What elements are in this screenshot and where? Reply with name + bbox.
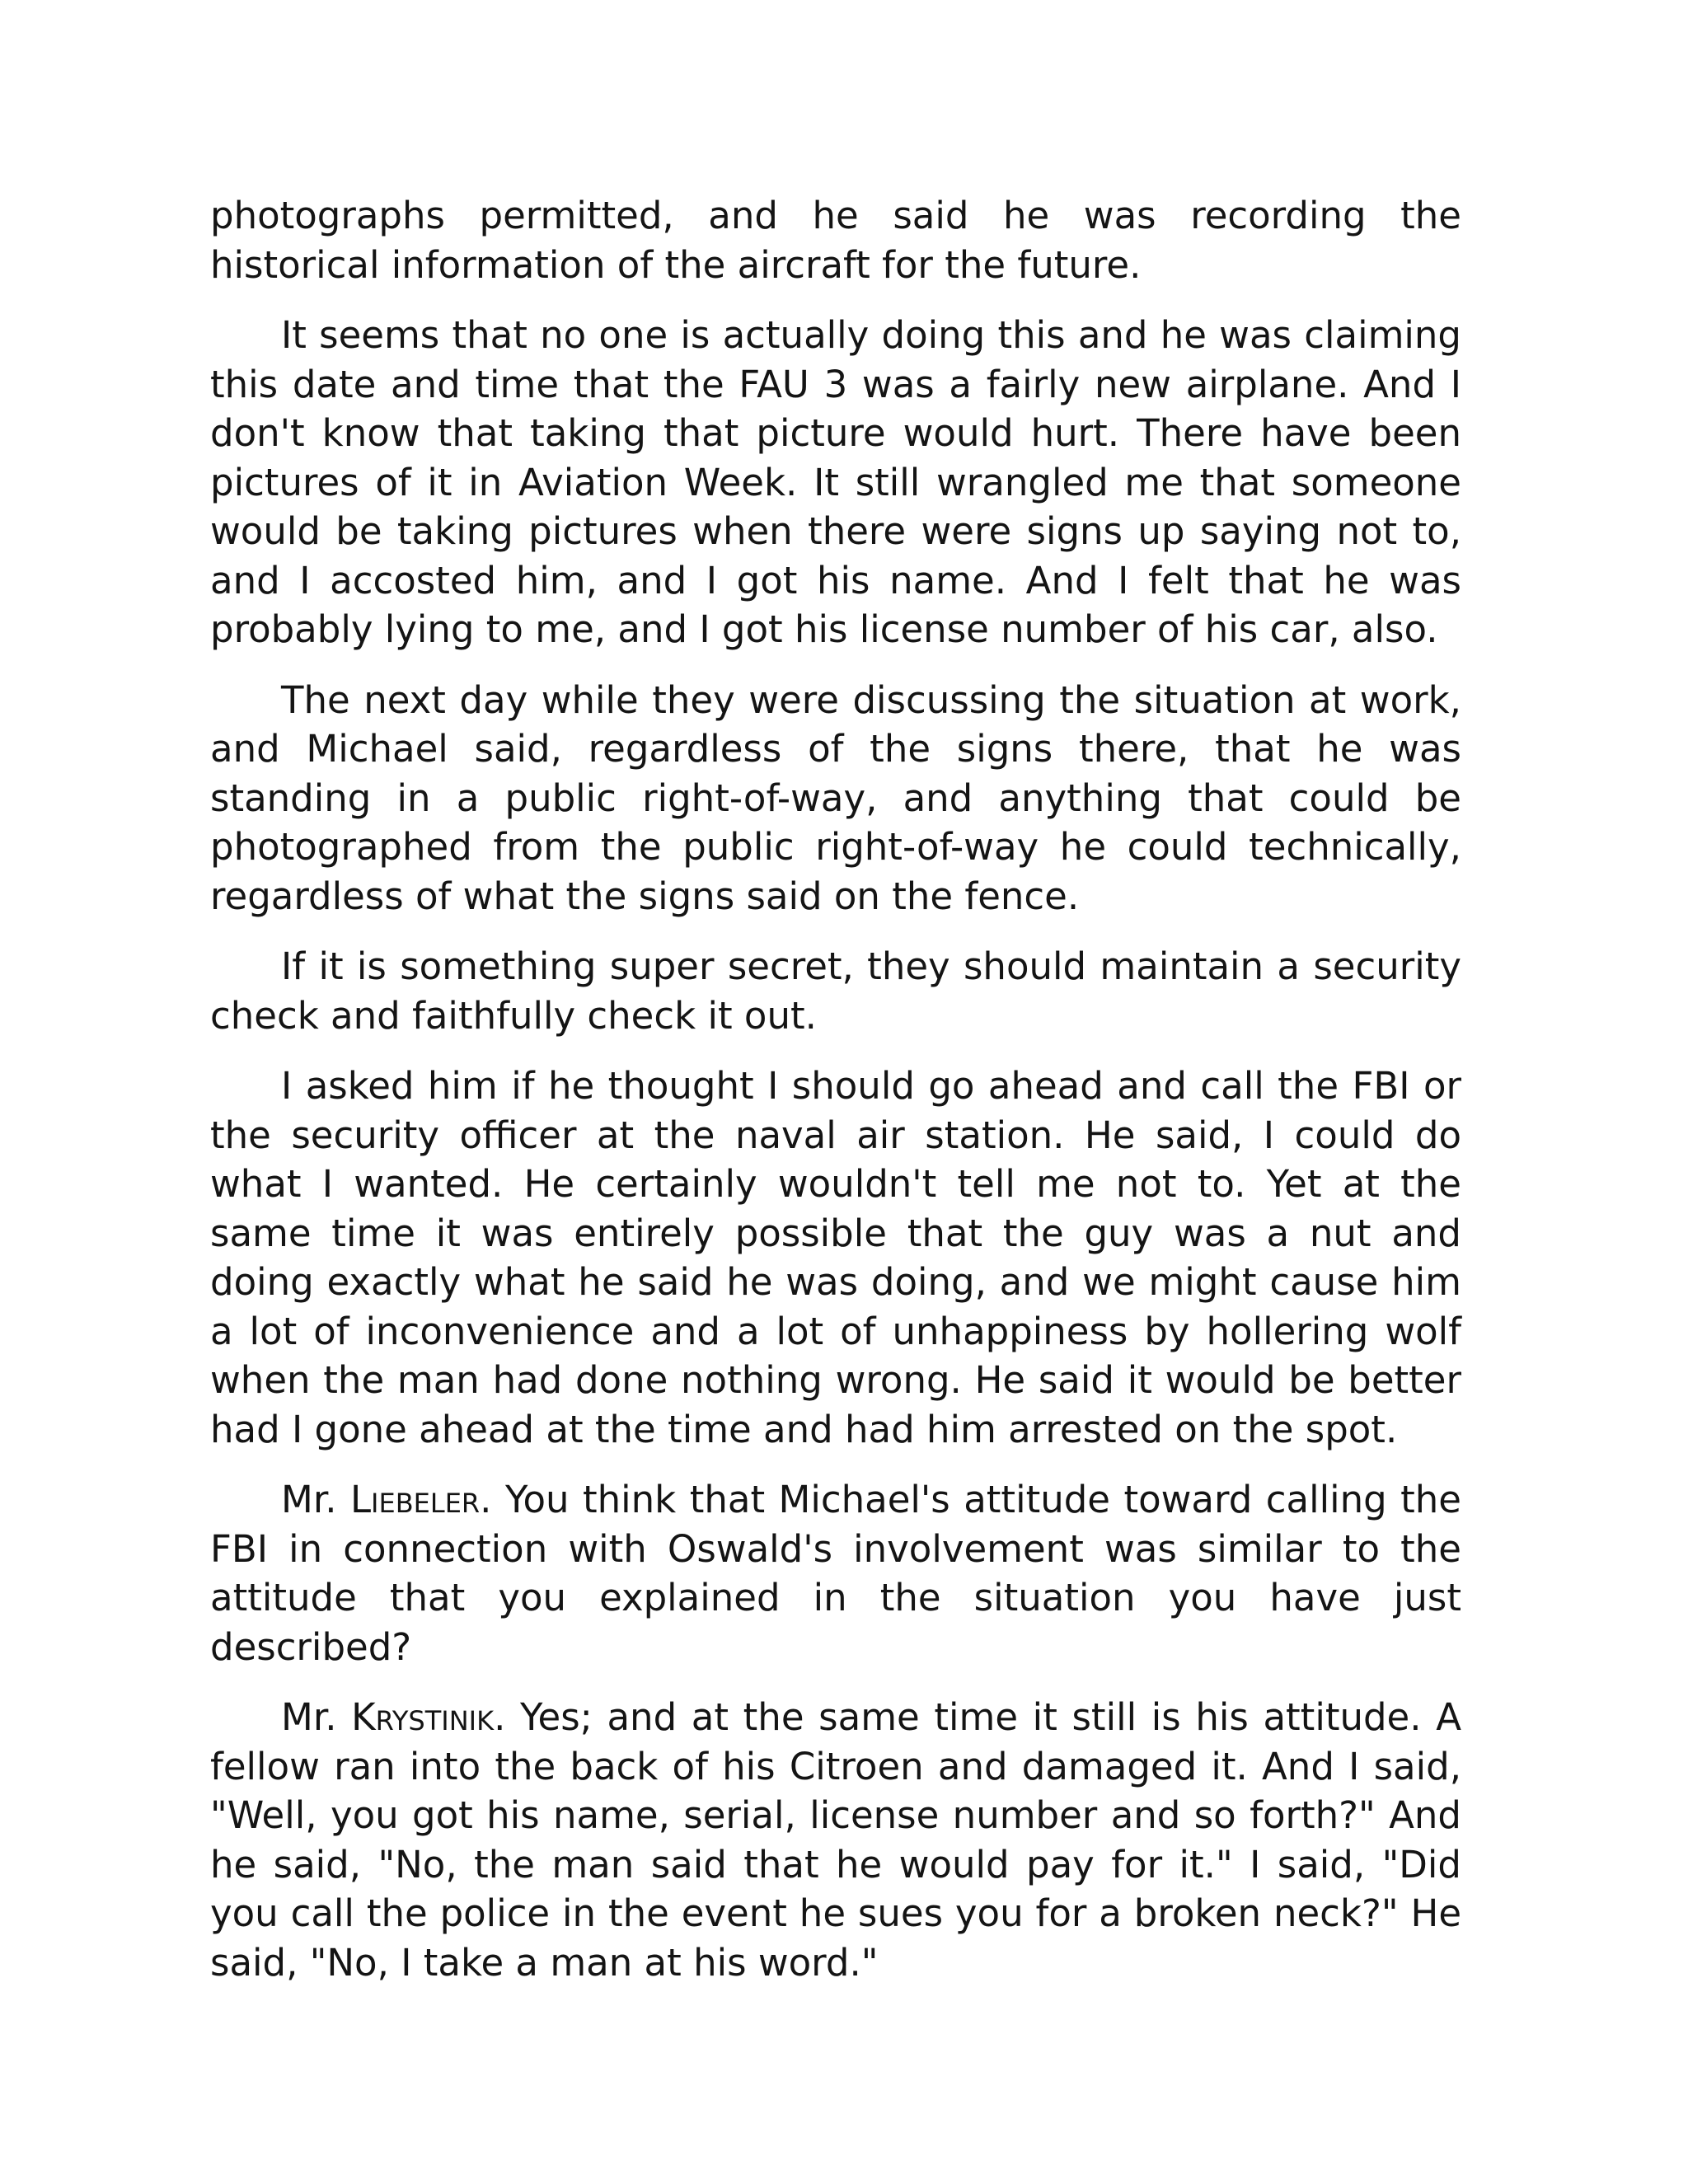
testimony-exchange bbox=[210, 1475, 1461, 1671]
speaker-prefix: Mr. bbox=[281, 1695, 352, 1739]
paragraph: If it is something super secret, they should maintain a security check and faithfully check it out. bbox=[210, 944, 1461, 1038]
paragraph: I asked him if he thought I should go ahead and call the FBI or the security officer at the naval air station. He said, I could do what I wanted. He certainly wouldn't tell me not to. Yet at the same time it was entirely possible that the guy was a nut and doing exactly what he said he was doing, and we might cause him a lot of inconvenience and a lot of unhappiness by hollering wolf when the man had done nothing wrong. He said it would be better had I gone ahead at the time and had him arrested on the spot. bbox=[210, 1064, 1461, 1451]
speaker-name: Liebeler bbox=[349, 1478, 481, 1521]
speaker-name: Krystinik bbox=[351, 1695, 495, 1739]
speaker-prefix: Mr. bbox=[281, 1478, 350, 1521]
testimony-text: . Yes; and at the same time it still is his attitude. A fellow ran into the back of his Citroen and damaged it. And I said, "Well, you got his name, serial, license number and so forth?" And he said, "No, the man said that he would pay for it." I said, "Did you call the police in the event he sues you for a broken neck?" He said, "No, I take a man at his word." bbox=[210, 1695, 1461, 1985]
testimony-text: . You think that Michael's attitude toward calling the FBI in connection with Oswald's involvement was similar to the attitude that you explained in the situation you have just described? bbox=[210, 1478, 1461, 1669]
paragraph: It seems that no one is actually doing this and he was claiming this date and time that the FAU 3 was a fairly new airplane. And I don't know that taking that picture would hurt. There have been pictures of it in Aviation Week. It still wrangled me that someone would be taking pictures when there were signs up saying not to, and I accosted him, and I got his name. And I felt that he was probably lying to me, and I got his license number of his car, also. bbox=[210, 313, 1461, 651]
paragraph: photographs permitted, and he said he was recording the historical information of the aircraft for the future. bbox=[210, 194, 1461, 287]
paragraph: The next day while they were discussing the situation at work, and Michael said, regardless of the signs there, that he was standing in a public right-of-way, and anything that could be photographed from the public right-of-way he could technically, regardless of what the signs said on the fence. bbox=[210, 677, 1461, 918]
document-page bbox=[210, 191, 1461, 2008]
testimony-exchange bbox=[210, 1693, 1461, 1987]
